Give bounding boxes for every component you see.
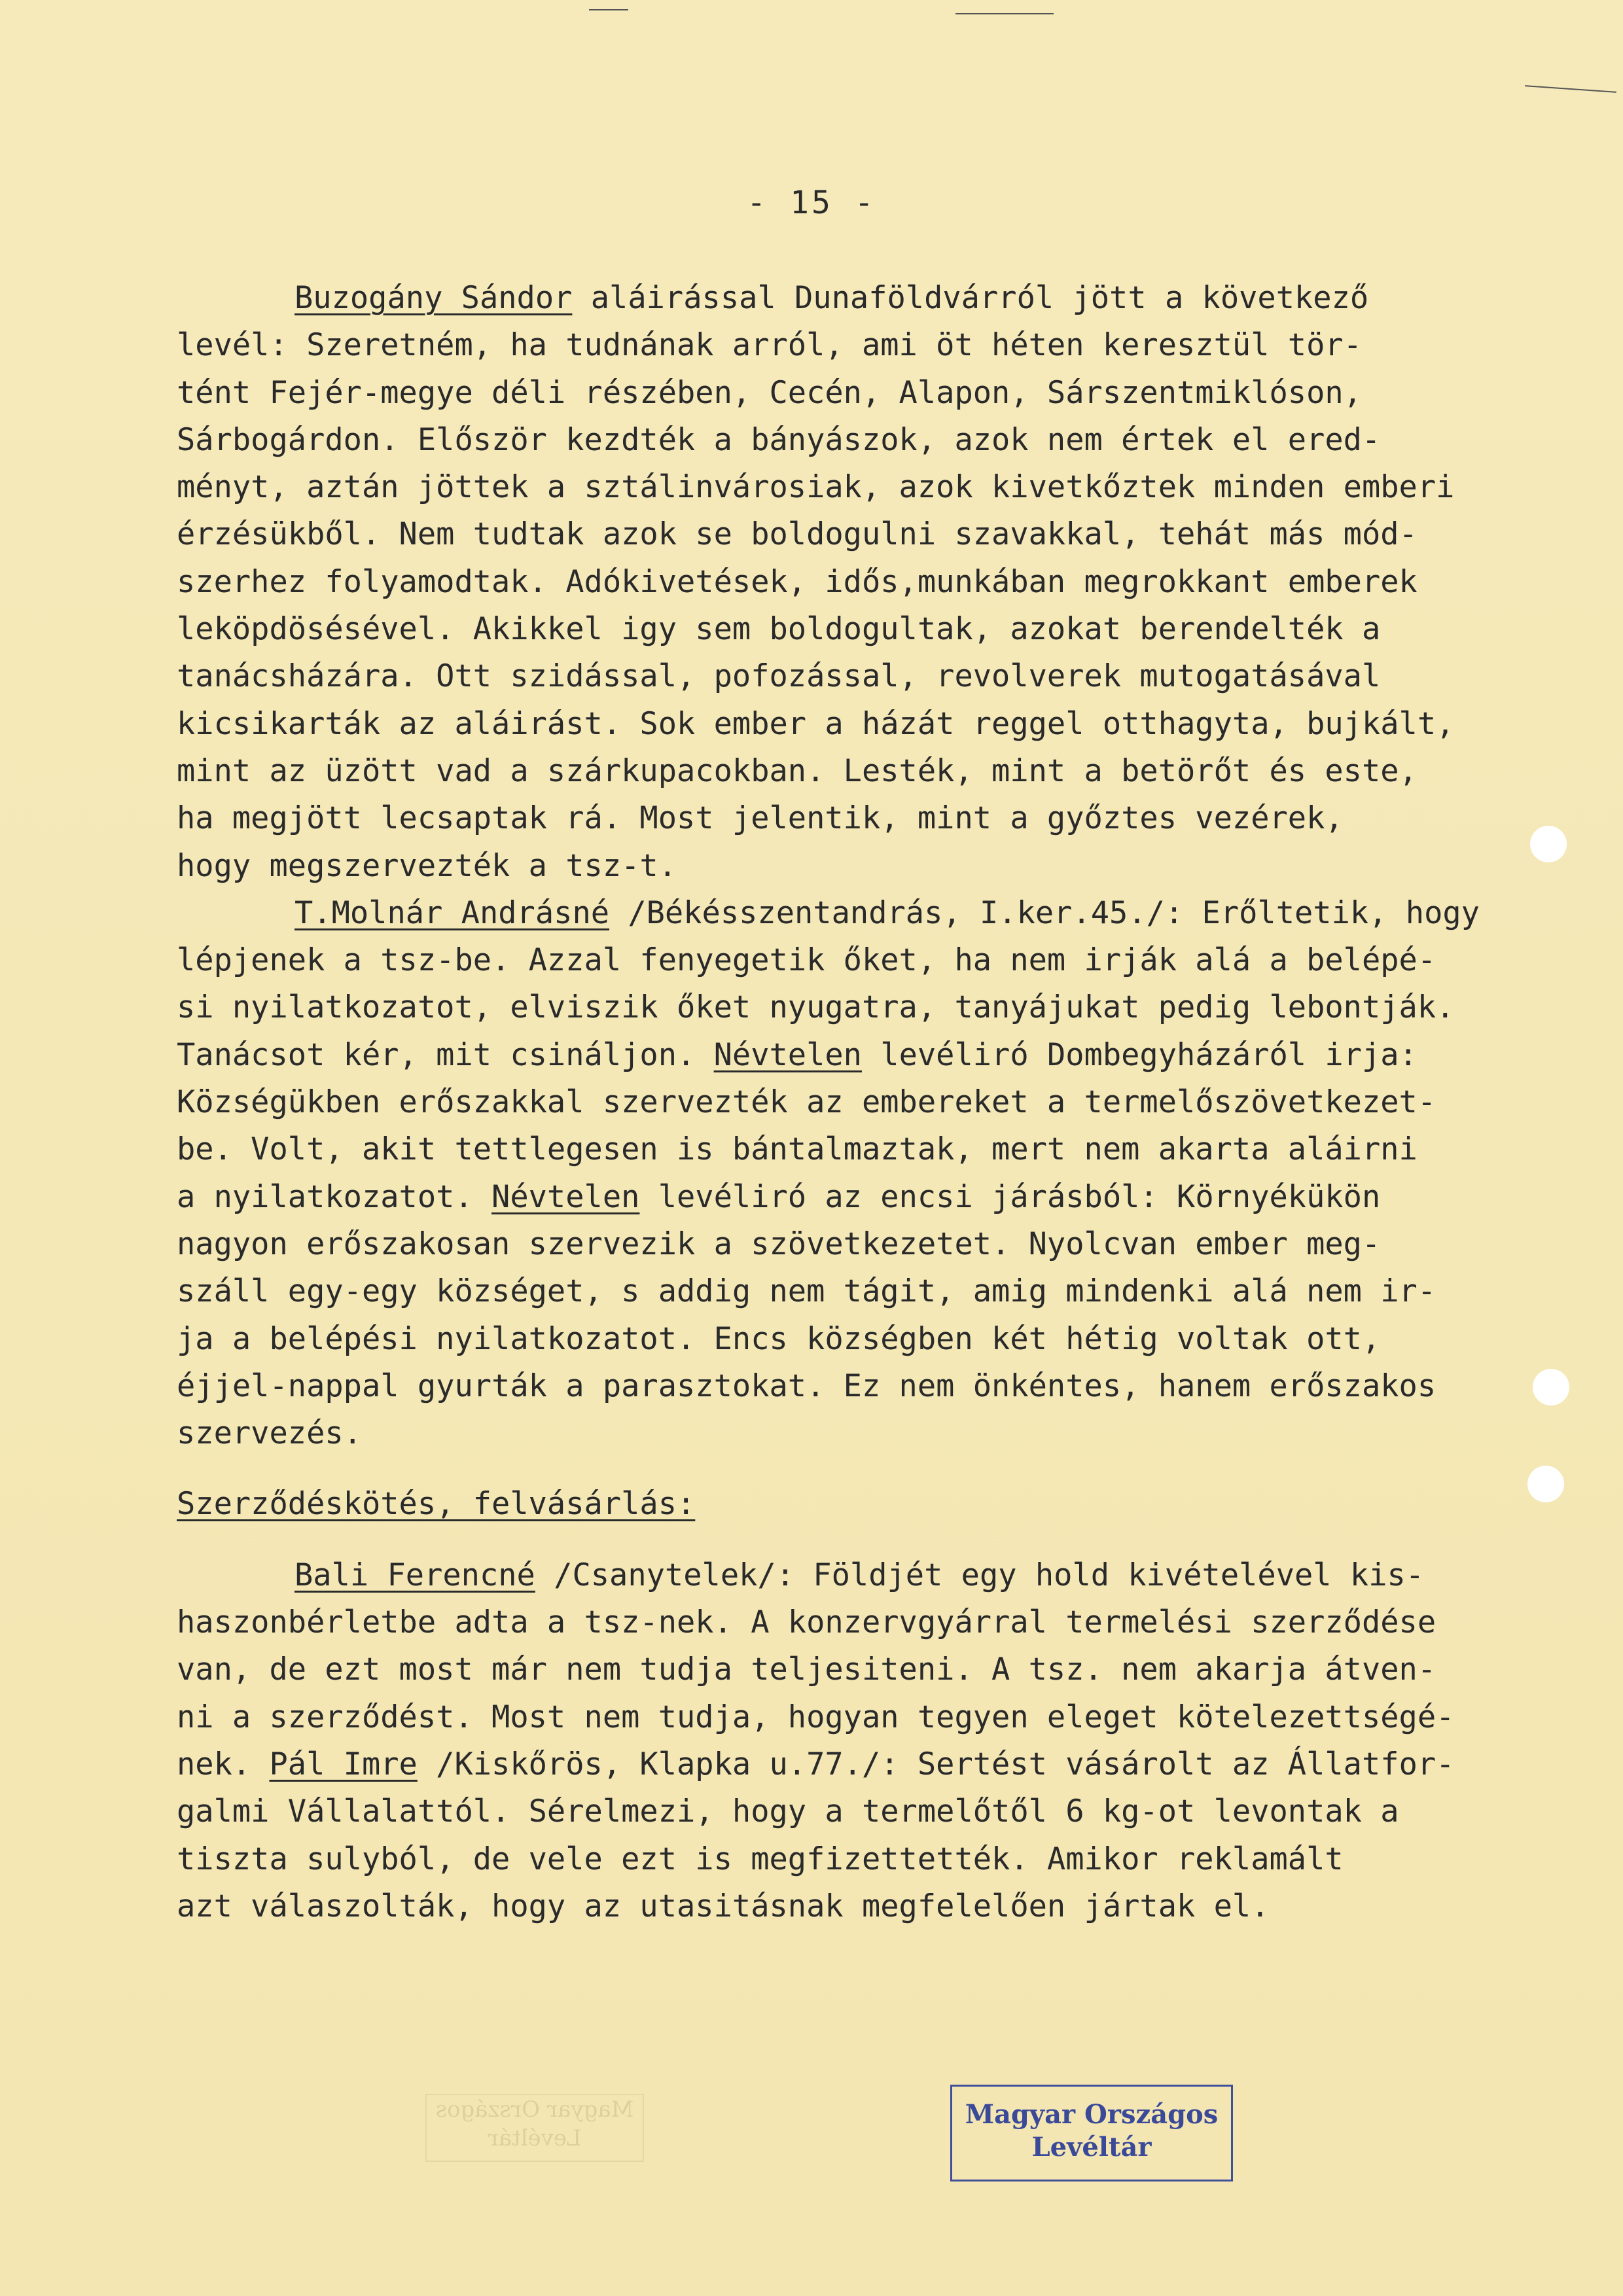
text-line: éjjel-nappal gyurták a parasztokat. Ez nem önkéntes, hanem erőszakos	[177, 1368, 1436, 1404]
text-segment: a nyilatkozatot.	[177, 1178, 492, 1215]
text-segment: nek.	[177, 1746, 270, 1782]
text-line	[177, 1032, 1584, 1079]
text-line: ni a szerződést. Most nem tudja, hogyan tegyen eleget kötelezettségé-	[177, 1699, 1455, 1735]
text-line	[177, 1174, 1584, 1221]
document-body	[177, 275, 1584, 1930]
text-line: lépjenek a tsz-be. Azzal fenyegetik őket, ha nem irják alá a belépé-	[177, 942, 1436, 979]
text-segment: levéliró Dombegyházáról irja:	[861, 1036, 1418, 1073]
text-line: azt válaszolták, hogy az utasitásnak megfelelően jártak el.	[177, 1888, 1270, 1924]
scan-mark	[1525, 85, 1616, 93]
text-line: szervezés.	[177, 1415, 362, 1452]
underlined-name: Névtelen	[491, 1178, 640, 1215]
underlined-name: Névtelen	[713, 1036, 862, 1073]
faint-stamp-line2: Levéltár	[488, 2125, 582, 2151]
text-line: szerhez folyamodtak. Adókivetések, idős,munkában megrokkant emberek	[177, 563, 1418, 600]
underlined-name: Buzogány Sándor	[294, 280, 573, 316]
underlined-name: T.Molnár Andrásné	[294, 894, 610, 931]
punch-hole	[1527, 1466, 1564, 1502]
text-line: Sárbogárdon. Először kezdték a bányászok, azok nem értek el ered-	[177, 421, 1381, 458]
text-line: van, de ezt most már nem tudja teljesiteni. A tsz. nem akarja átven-	[177, 1651, 1436, 1688]
text-line: nagyon erőszakosan szervezik a szövetkezetet. Nyolcvan ember meg-	[177, 1226, 1381, 1262]
text-line: mint az üzött vad a szárkupacokban. Lesték, mint a betörőt és este,	[177, 752, 1418, 789]
page-number: - 15 -	[747, 185, 876, 221]
text-segment: aláirással Dunaföldvárról jött a következő	[572, 280, 1369, 316]
faint-stamp-line1: Magyar Országos	[435, 2096, 634, 2123]
scan-mark	[589, 9, 628, 10]
text-line: száll egy-egy községet, s addig nem tágit, amig mindenki alá nem ir-	[177, 1273, 1436, 1310]
text-line: galmi Vállalattól. Sérelmezi, hogy a termelőtől 6 kg-ot levontak a	[177, 1793, 1399, 1830]
text-line: Községükben erőszakkal szervezték az embereket a termelőszövetkezet-	[177, 1084, 1436, 1121]
text-line: leköpdösésével. Akikkel igy sem boldogultak, azokat berendelték a	[177, 611, 1381, 648]
text-line	[177, 275, 1584, 322]
text-line: hogy megszervezték a tsz-t.	[177, 847, 677, 884]
text-segment: /Csanytelek/: Földjét egy hold kivételével kis-	[535, 1557, 1425, 1593]
text-segment: levéliró az encsi járásból: Környékükön	[639, 1178, 1381, 1215]
underlined-name: Pál Imre	[269, 1746, 418, 1782]
section-heading-text: Szerződéskötés, felvásárlás:	[177, 1486, 696, 1523]
text-line: ja a belépési nyilatkozatot. Encs községben két hétig voltak ott,	[177, 1320, 1381, 1357]
text-line	[177, 1741, 1584, 1788]
text-line: ményt, aztán jöttek a sztálinvárosiak, azok kivetkőztek minden emberi	[177, 469, 1455, 506]
text-line	[177, 1552, 1584, 1599]
text-line: érzésükből. Nem tudtak azok se boldogulni szavakkal, tehát más mód-	[177, 516, 1418, 553]
text-line: haszonbérletbe adta a tsz-nek. A konzervgyárral termelési szerződése	[177, 1604, 1436, 1641]
punch-hole	[1533, 1369, 1569, 1405]
section-heading	[177, 1481, 1584, 1528]
scan-mark	[955, 13, 1054, 14]
text-segment: /Békésszentandrás, I.ker.45./: Erőltetik, hogy	[609, 894, 1480, 931]
text-segment: /Kiskőrös, Klapka u.77./: Sertést vásárolt az Állatfor-	[417, 1746, 1455, 1782]
text-line: tiszta sulyból, de vele ezt is megfizettették. Amikor reklamált	[177, 1841, 1344, 1877]
text-line: tént Fejér-megye déli részében, Cecén, Alapon, Sárszentmiklóson,	[177, 374, 1362, 411]
text-line: be. Volt, akit tettlegesen is bántalmaztak, mert nem akarta aláirni	[177, 1131, 1418, 1168]
stamp-line2: Levéltár	[1031, 2132, 1152, 2163]
text-line: si nyilatkozatot, elviszik őket nyugatra, tanyájukat pedig lebontják.	[177, 989, 1455, 1026]
stamp-line1: Magyar Országos	[965, 2099, 1219, 2130]
archive-stamp	[950, 2085, 1233, 2181]
text-line: tanácsházára. Ott szidással, pofozással, revolverek mutogatásával	[177, 658, 1381, 695]
text-line: kicsikarták az aláirást. Sok ember a házát reggel otthagyta, bujkált,	[177, 705, 1455, 742]
text-line: levél: Szeretném, ha tudnának arról, ami öt héten keresztül tör-	[177, 327, 1362, 364]
punch-hole	[1530, 826, 1567, 862]
underlined-name: Bali Ferencné	[294, 1557, 535, 1593]
text-line	[177, 890, 1584, 937]
faint-archive-stamp	[425, 2094, 644, 2162]
text-segment: Tanácsot kér, mit csináljon.	[177, 1036, 714, 1073]
text-line: ha megjött lecsaptak rá. Most jelentik, mint a győztes vezérek,	[177, 800, 1344, 837]
